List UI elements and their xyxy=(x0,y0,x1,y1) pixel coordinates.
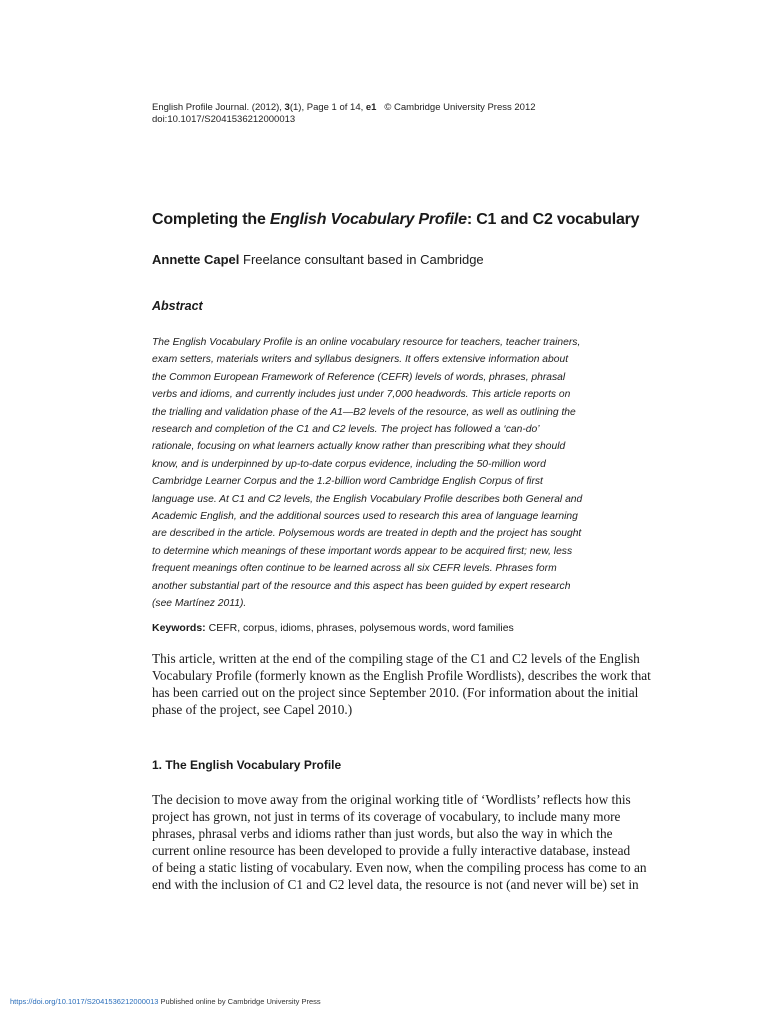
page-footer xyxy=(10,997,321,1006)
abstract-line: research and completion of the C1 and C2 levels. The project has followed a ‘can-do’ xyxy=(152,424,540,436)
body-line: current online resource has been developed to provide a fully interactive database, instead xyxy=(152,843,631,859)
abstract-body xyxy=(152,334,584,613)
body-line: This article, written at the end of the compiling stage of the C1 and C2 levels of the English xyxy=(152,651,640,666)
abstract-line: Cambridge Learner Corpus and the 1.2-billion word Cambridge English Corpus of first xyxy=(152,476,543,488)
body-line: project has grown, not just in terms of its coverage of vocabulary, to include many more xyxy=(152,809,621,825)
abstract-line: language use. At C1 and C2 levels, the English Vocabulary Profile describes both General and xyxy=(152,493,583,505)
published-note: Published online by Cambridge University Press xyxy=(158,997,321,1006)
keywords-line xyxy=(152,622,514,634)
body-line: end with the inclusion of C1 and C2 level data, the resource is not (and never will be) set in xyxy=(152,877,639,893)
abstract-line: rationale, focusing on what learners actually know rather than prescribing what they should xyxy=(152,441,566,453)
paper-title: Completing the English Vocabulary Profile: C1 and C2 vocabulary xyxy=(152,211,640,228)
abstract-line: another substantial part of the resource and this aspect has been guided by expert research xyxy=(152,580,571,592)
abstract-line: are described in the article. Polysemous words are treated in depth and the project has sought xyxy=(152,528,582,540)
author-name: Annette Capel xyxy=(152,252,240,267)
journal-header xyxy=(152,102,632,126)
abstract-line: to determine which meanings of these important words appear to be acquired first; new, less xyxy=(152,545,573,557)
abstract-line: (see Martínez 2011). xyxy=(152,598,247,610)
intro-paragraph xyxy=(152,650,651,718)
citation-line xyxy=(152,102,632,114)
section-heading: 1. The English Vocabulary Profile xyxy=(152,758,342,772)
copyright-notice: © Cambridge University Press 2012 xyxy=(384,102,536,113)
body-line: Vocabulary Profile (formerly known as the English Profile Wordlists), describes the work that xyxy=(152,668,651,684)
title-italic: English Vocabulary Profile xyxy=(269,211,467,228)
body-line: of being a static listing of vocabulary. Even now, when the compiling process has come to an xyxy=(152,860,647,876)
author-line xyxy=(152,252,484,267)
abstract-line: the Common European Framework of Reference (CEFR) levels of words, phrases, phrasal xyxy=(152,371,566,383)
body-line: has been carried out on the project since September 2010. (For information about the initial xyxy=(152,685,639,701)
doi-link[interactable]: https://doi.org/10.1017/S2041536212000013 xyxy=(10,997,159,1006)
volume-number: 3 xyxy=(284,102,290,113)
abstract-line: verbs and idioms, and currently includes just under 7,000 headwords. This article reports on xyxy=(152,389,571,401)
section-paragraph xyxy=(152,791,647,894)
keywords-list: CEFR, corpus, idioms, phrases, polysemous words, word families xyxy=(205,622,514,634)
abstract-line: The English Vocabulary Profile is an online vocabulary resource for teachers, teacher trainers, xyxy=(152,337,581,348)
abstract-heading: Abstract xyxy=(152,299,203,313)
doi-line: doi:10.1017/S2041536212000013 xyxy=(152,114,296,125)
keywords-label: Keywords: xyxy=(152,622,206,634)
body-line: phase of the project, see Capel 2010.) xyxy=(152,702,353,718)
abstract-line: Academic English, and the additional sources used to research this area of language learning xyxy=(152,511,578,523)
body-line: The decision to move away from the original working title of ‘Wordlists’ reflects how this xyxy=(152,792,631,807)
issue-page: (1), Page 1 of 14, xyxy=(289,102,366,113)
body-line: phrases, phrasal verbs and idioms rather than just words, but also the way in which the xyxy=(152,826,613,842)
article-id: e1 xyxy=(365,102,377,113)
author-affiliation: Freelance consultant based in Cambridge xyxy=(239,252,484,267)
abstract-line: the trialling and validation phase of the A1—B2 levels of the resource, as well as outlining the xyxy=(152,406,576,418)
abstract-line: exam setters, materials writers and syllabus designers. It offers extensive information about xyxy=(152,354,569,366)
abstract-line: know, and is underpinned by up-to-date corpus evidence, including the 50-million word xyxy=(152,458,546,470)
journal-name: English Profile Journal. (2012), xyxy=(152,102,285,113)
abstract-line: frequent meanings often continue to be learned across all six CEFR levels. Phrases form xyxy=(152,563,557,575)
